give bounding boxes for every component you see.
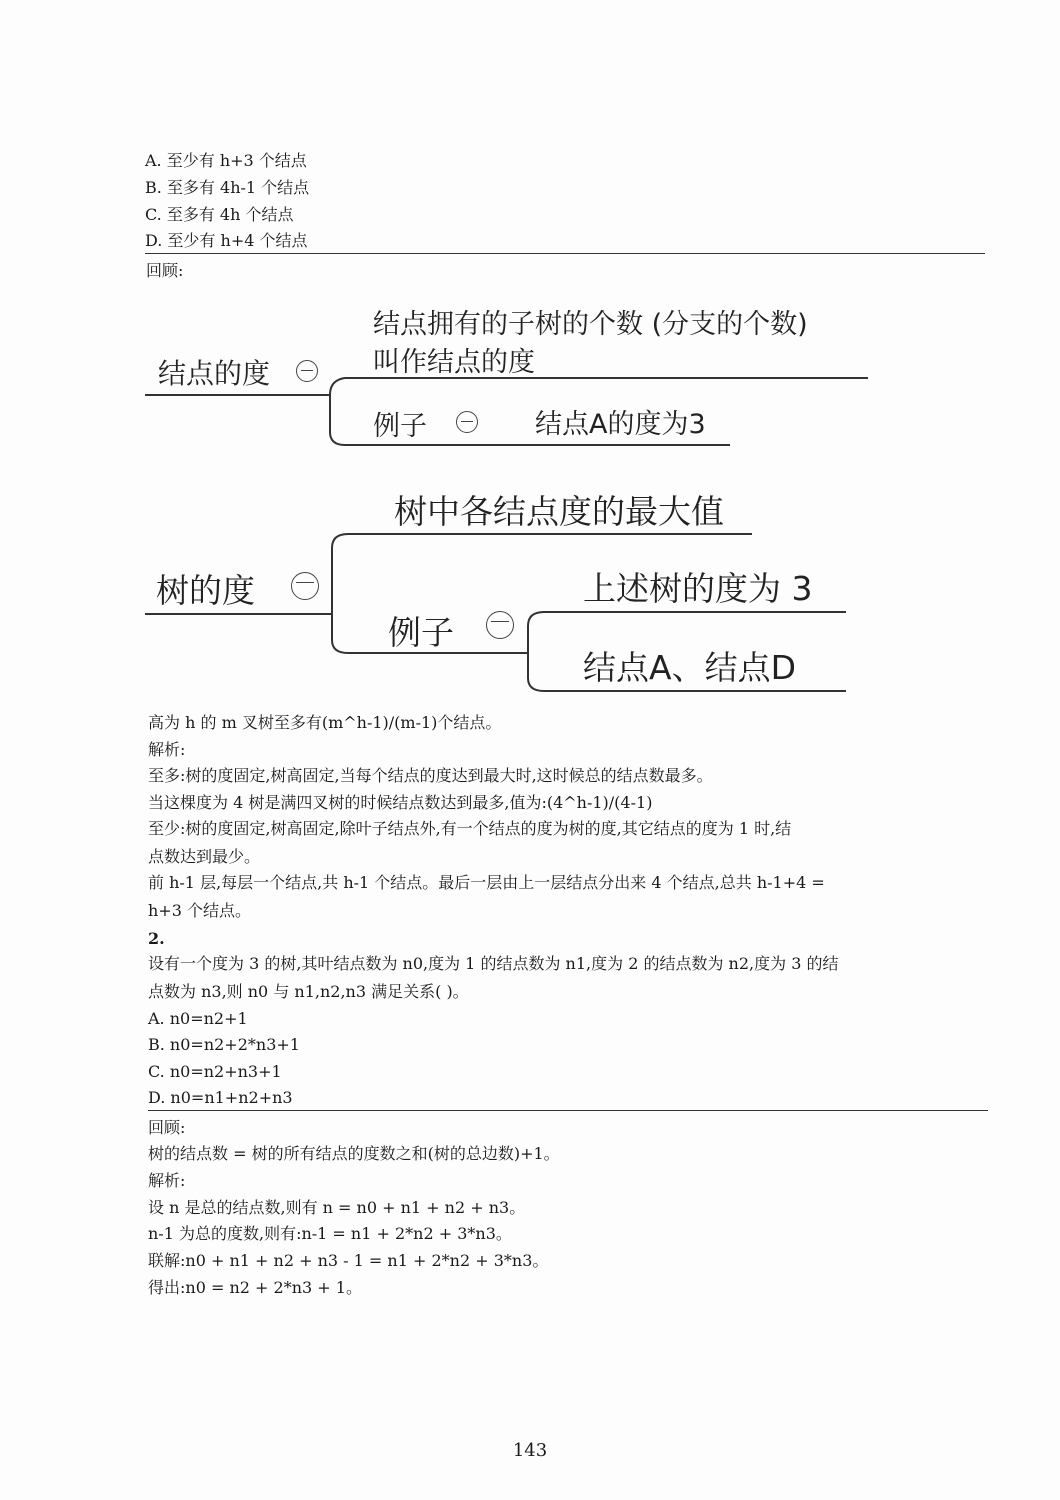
review-text: 树的结点数 = 树的所有结点的度数之和(树的总边数)+1。: [148, 1144, 560, 1163]
analysis-heading: 解析:: [148, 1171, 186, 1190]
q2-option-d: D. n0=n1+n2+n3: [148, 1088, 293, 1107]
analysis-text: 点数达到最少。: [148, 847, 261, 866]
mindmap1-example-text: 结点A的度为3: [535, 409, 706, 440]
mindmap2-example-text2: 结点A、结点D: [583, 648, 796, 687]
analysis-text: 设 n 是总的结点数,则有 n = n0 + n1 + n2 + n3。: [148, 1198, 526, 1217]
question-stem: 设有一个度为 3 的树,其叶结点数为 n0,度为 1 的结点数为 n1,度为 2 的结点数为 n2,度为 3 的结: [148, 954, 839, 973]
q1-option-d: D. 至少有 h+4 个结点: [145, 231, 308, 250]
analysis-text: h+3 个结点。: [148, 901, 251, 920]
mindmap1-definition-line2: 叫作结点的度: [373, 347, 535, 378]
mindmap1-definition-line1: 结点拥有的子树的个数 (分支的个数): [373, 309, 808, 340]
mindmap1-example-label: 例子: [373, 411, 427, 442]
analysis-heading: 解析:: [148, 740, 186, 759]
mindmap2-definition: 树中各结点度的最大值: [394, 492, 724, 531]
collapse-icon[interactable]: [291, 572, 319, 600]
analysis-text: n-1 为总的度数,则有:n-1 = n1 + 2*n2 + 3*n3。: [148, 1224, 512, 1243]
q1-option-b: B. 至多有 4h-1 个结点: [145, 178, 310, 197]
mindmap2-root-label: 树的度: [156, 571, 255, 610]
analysis-text: 至少:树的度固定,树高固定,除叶子结点外,有一个结点的度为树的度,其它结点的度为 1 时,结: [148, 819, 792, 838]
mindmap2-example-label: 例子: [388, 613, 454, 652]
question-stem: 点数为 n3,则 n0 与 n1,n2,n3 满足关系( )。: [148, 982, 469, 1001]
page-number: 143: [512, 1440, 548, 1461]
question-number: 2.: [148, 929, 165, 948]
mindmap1-root-label: 结点的度: [158, 357, 271, 390]
analysis-text: 至多:树的度固定,树高固定,当每个结点的度达到最大时,这时候总的结点数最多。: [148, 766, 713, 785]
conclusion-max-nodes: 高为 h 的 m 叉树至多有(m^h-1)/(m-1)个结点。: [148, 713, 502, 732]
q2-option-a: A. n0=n2+1: [148, 1009, 248, 1028]
analysis-text: 得出:n0 = n2 + 2*n3 + 1。: [148, 1278, 362, 1297]
review-heading: 回顾:: [148, 1118, 186, 1137]
analysis-text: 前 h-1 层,每层一个结点,共 h-1 个结点。最后一层由上一层结点分出来 4 个结点,总共 h-1+4 =: [148, 873, 825, 892]
q1-option-c: C. 至多有 4h 个结点: [145, 205, 294, 224]
q1-option-a: A. 至少有 h+3 个结点: [145, 151, 307, 170]
review-heading: 回顾:: [146, 261, 184, 280]
analysis-text: 联解:n0 + n1 + n2 + n3 - 1 = n1 + 2*n2 + 3*n3。: [148, 1251, 549, 1270]
mindmap2-example-text1: 上述树的度为 3: [583, 569, 813, 608]
q2-option-c: C. n0=n2+n3+1: [148, 1062, 282, 1081]
q2-option-b: B. n0=n2+2*n3+1: [148, 1035, 300, 1054]
analysis-text: 当这棵度为 4 树是满四叉树的时候结点数达到最多,值为:(4^h-1)/(4-1): [148, 793, 653, 812]
collapse-icon[interactable]: [486, 611, 514, 639]
section-divider: [148, 1110, 988, 1111]
